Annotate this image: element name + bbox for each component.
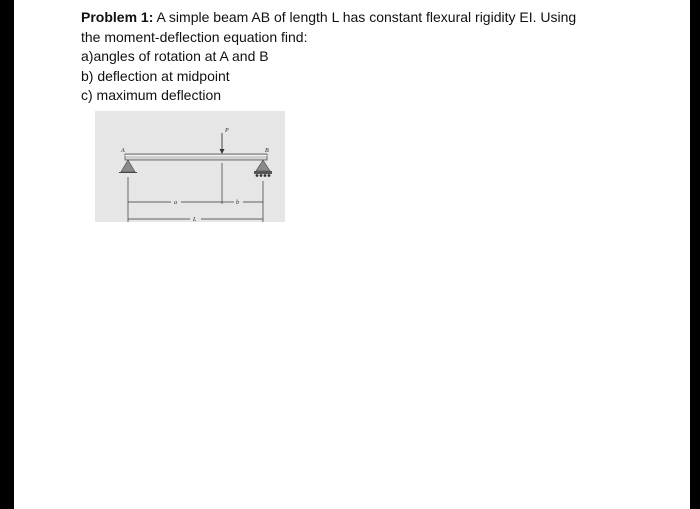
beam-diagram — [95, 111, 285, 222]
label-dim-b: b — [236, 200, 239, 206]
support-b-base — [254, 171, 272, 174]
item-b: b) deflection at midpoint — [81, 67, 230, 84]
problem-statement — [81, 8, 641, 106]
roller-wheel — [264, 174, 267, 177]
load-arrow-head — [220, 149, 225, 154]
label-load: P — [225, 128, 229, 134]
problem-line-2: the moment-deflection equation find: — [81, 28, 308, 45]
item-c: c) maximum deflection — [81, 87, 222, 103]
problem-title: Problem 1: — [81, 9, 154, 25]
beam-figure — [95, 111, 285, 222]
label-a: A — [121, 148, 125, 154]
roller-wheel — [256, 174, 259, 177]
label-length: L — [193, 217, 197, 222]
beam — [125, 154, 267, 160]
support-b-roller — [256, 160, 270, 171]
support-a-pin — [121, 160, 135, 172]
item-a: a)angles of rotation at A and B — [81, 48, 269, 64]
label-b: B — [265, 148, 269, 154]
roller-wheel — [268, 174, 271, 177]
problem-statement-text: A simple beam AB of length L has constant flexural rigidity EI. Using — [153, 9, 577, 25]
roller-wheel — [260, 174, 263, 177]
label-dim-a: a — [174, 200, 177, 206]
problem-line-1 — [81, 8, 641, 28]
